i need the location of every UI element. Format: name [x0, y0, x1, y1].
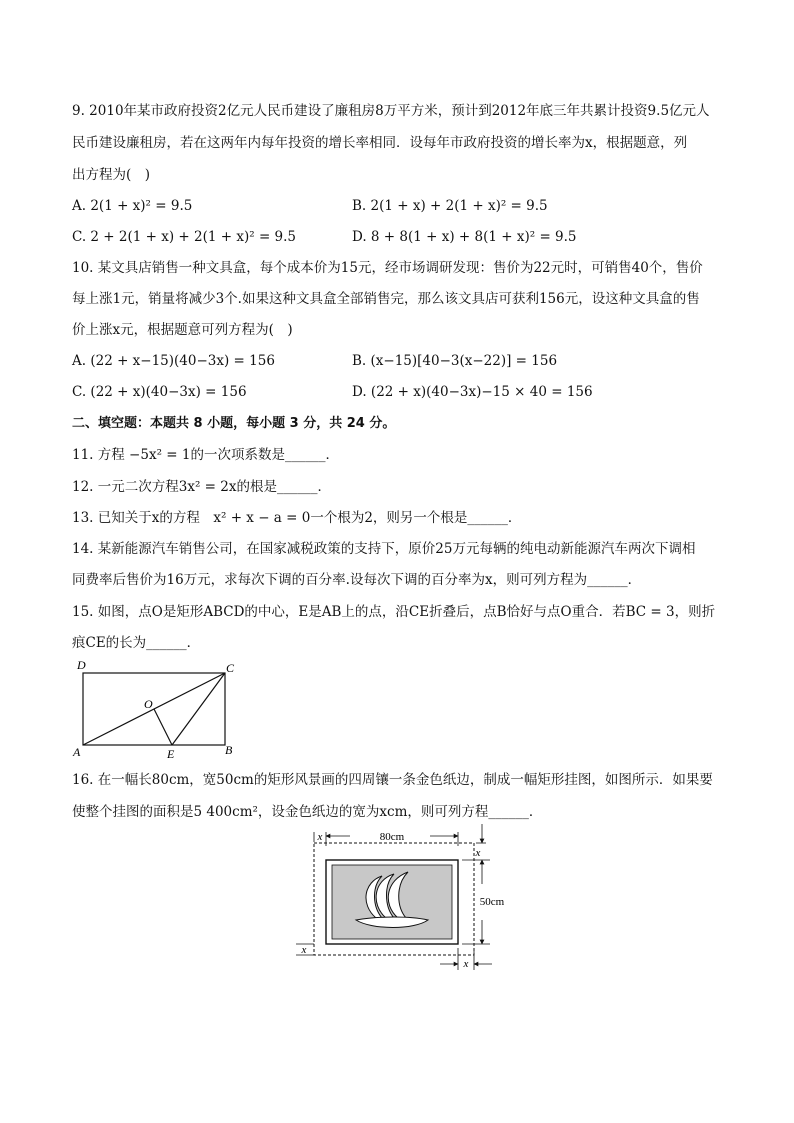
q15-rectangle-figure	[68, 656, 248, 760]
label-a: A	[73, 745, 81, 759]
label-b: B	[225, 743, 233, 757]
q15-line2: 痕CE的长为______．	[72, 635, 201, 651]
q10-option-d: D. (22 + x)(40−3x)−15 × 40 = 156	[352, 384, 593, 400]
q9-line1: 9. 2010年某市政府投资2亿元人民币建设了廉租房8万平方米，预计到2012年底三年共累计投资9.5亿元人	[72, 103, 710, 119]
q10-line1: 10. 某文具店销售一种文具盒，每个成本价为15元，经市场调研发现：售价为22元时，可销售40个，售价	[72, 260, 703, 276]
q14-line1: 14. 某新能源汽车销售公司，在国家减税政策的支持下，原价25万元每辆的纯电动新能源汽车两次下调相	[72, 541, 696, 557]
q10-option-a: A. (22 + x−15)(40−3x) = 156	[72, 353, 275, 369]
label-o: O	[144, 697, 153, 711]
x-label-bottom-left: x	[301, 944, 307, 956]
height-label: 50cm	[479, 896, 505, 908]
fold-crease-ce	[172, 673, 225, 745]
q15-line1: 15. 如图，点O是矩形ABCD的中心，E是AB上的点，沿CE折叠后，点B恰好与点O重合．若BC = 3，则折	[72, 604, 716, 620]
q9-option-c: C. 2 + 2(1 + x) + 2(1 + x)² = 9.5	[72, 229, 297, 245]
label-c: C	[226, 661, 235, 675]
label-e: E	[167, 747, 175, 760]
q16-picture-frame-figure	[290, 824, 506, 972]
x-label-top-left: x	[317, 831, 323, 843]
q10-line2: 每上涨1元，销量将减少3个.如果这种文具盒全部销售完，那么该文具店可获利156元，设这种文具盒的售	[72, 291, 700, 307]
q9-option-b: B. 2(1 + x) + 2(1 + x)² = 9.5	[352, 198, 548, 214]
q9-option-a: A. 2(1 + x)² = 9.5	[72, 198, 193, 214]
q10-option-b: B. (x−15)[40−3(x−22)] = 156	[352, 353, 558, 369]
q13: 13. 已知关于x的方程 x² + x − a = 0一个根为2，则另一个根是______．	[72, 510, 522, 526]
q12: 12. 一元二次方程3x² = 2x的根是______．	[72, 479, 331, 495]
q11: 11. 方程 −5x² = 1的一次项系数是______．	[72, 447, 339, 463]
x-label-bottom-right: x	[463, 958, 469, 970]
q16-line2: 使整个挂图的面积是5 400cm²，设金色纸边的宽为xcm，则可列方程______．	[72, 804, 543, 820]
q14-line2: 同费率后售价为16万元，求每次下调的百分率.设每次下调的百分率为x，则可列方程为______．	[72, 572, 642, 588]
width-label: 80cm	[379, 831, 405, 843]
section-heading: 二、填空题：本题共 8 小题，每小题 3 分，共 24 分。	[72, 416, 396, 431]
q9-option-d: D. 8 + 8(1 + x) + 8(1 + x)² = 9.5	[352, 229, 577, 245]
label-d: D	[77, 658, 86, 672]
q16-line1: 16. 在一幅长80cm，宽50cm的矩形风景画的四周镶一条金色纸边，制成一幅矩形挂图，如图所示．如果要	[72, 772, 713, 788]
segment-oe	[154, 709, 172, 745]
q9-line3: 出方程为( )	[72, 167, 151, 183]
q10-line3: 价上涨x元，根据题意可列方程为( )	[72, 322, 293, 338]
x-label-top-right: x	[475, 847, 481, 859]
q9-line2: 民币建设廉租房，若在这两年内每年投资的增长率相同．设每年市政府投资的增长率为x，根据题意，列	[72, 135, 688, 151]
q10-option-c: C. (22 + x)(40−3x) = 156	[72, 384, 247, 400]
